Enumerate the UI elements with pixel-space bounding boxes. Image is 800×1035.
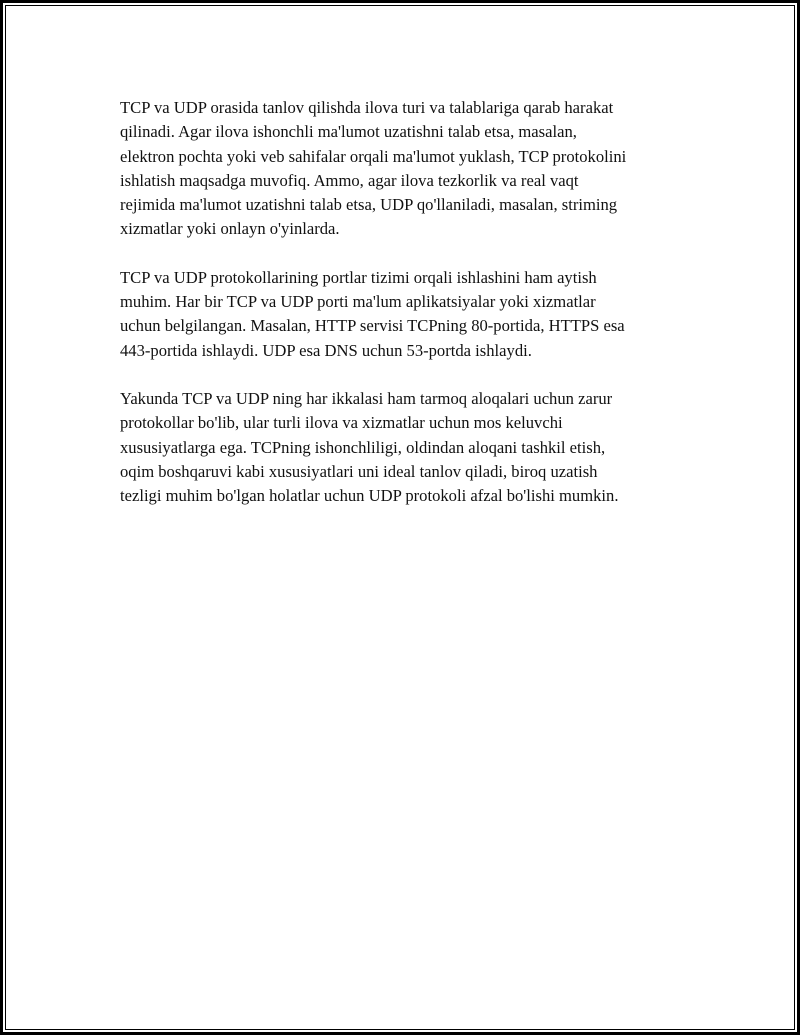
paragraph-ports: TCP va UDP protokollarining portlar tizimi orqali ishlashini ham aytish muhim. Har bir TCP va UDP porti ma'lum aplikatsiyalar yoki xizmatlar uchun belgilangan. Masalan, HTTP servisi TCPning 80-portida, HTTPS esa 443-portida ishlaydi. UDP esa DNS uchun 53-portda ishlaydi. [120, 267, 625, 360]
paragraph-tcp-udp-choice: TCP va UDP orasida tanlov qilishda ilova turi va talablariga qarab harakat qilinadi. Agar ilova ishonchli ma'lumot uzatishni talab etsa, masalan, elektron pochta yoki veb sahifalar orqali ma'lumot yuklash, TCP protokolini ishlatish maqsadga muvofiq. Ammo, agar ilova tezkorlik va real vaqt rejimida ma'lumot uzatishni talab etsa, UDP qo'llaniladi, masalan, striming xizmatlar yoki onlayn o'yinlarda. [120, 98, 627, 239]
paragraph-conclusion: Yakunda TCP va UDP ning har ikkalasi ham tarmoq aloqalari uchun zarur protokollar bo'lib, ular turli ilova va xizmatlar uchun mos keluvchi xususiyatlarga ega. TCPning ishonchliligi, oldindan aloqani tashkil etish, oqim boshqaruvi kabi xususiyatlari uni ideal tanlov qiladi, biroq uzatish tezligi muhim bo'lgan holatlar uchun UDP protokoli afzal bo'lishi mumkin. [120, 388, 619, 506]
document-body [120, 96, 695, 532]
